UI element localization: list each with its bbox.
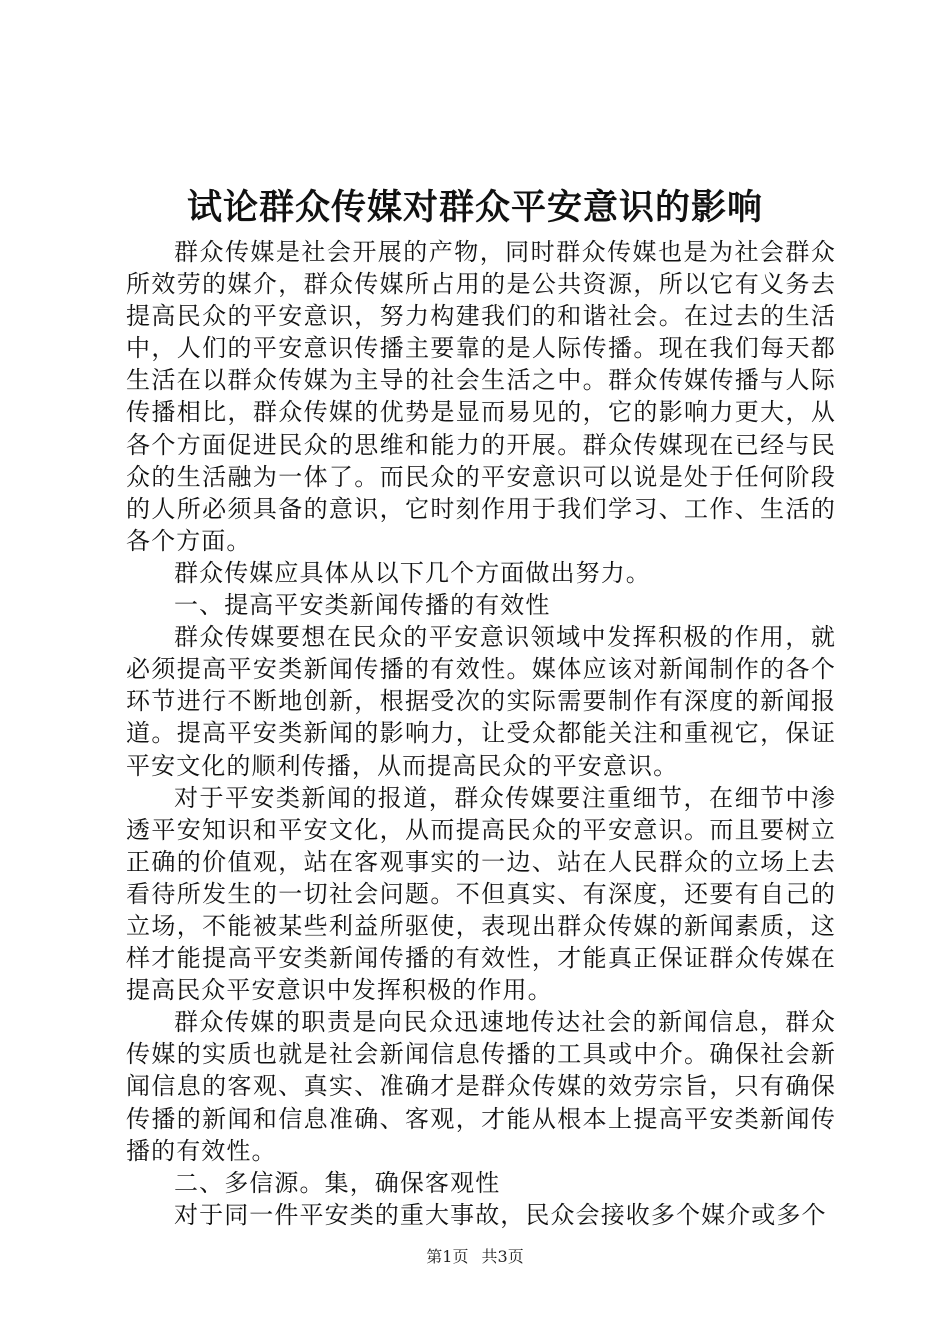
paragraph: 群众传媒要想在民众的平安意识领域中发挥积极的作用，就必须提高平安类新闻传播的有效性。媒体应该对新闻制作的各个环节进行不断地创新，根据受次的实际需要制作有深度的新闻报道。提高平安类新闻的影响力，让受众都能关注和重视它，保证平安文化的顺利传播，从而提高民众的平安意识。 xyxy=(126,623,836,780)
page-footer xyxy=(0,1245,950,1269)
paragraph: 群众传媒的职责是向民众迅速地传达社会的新闻信息，群众传媒的实质也就是社会新闻信息传播的工具或中介。确保社会新闻信息的客观、真实、准确才是群众传媒的效劳宗旨，只有确保传播的新闻和信息准确、客观，才能从根本上提高平安类新闻传播的有效性。 xyxy=(126,1008,836,1165)
section-heading: 一、提高平安类新闻传播的有效性 xyxy=(174,591,551,620)
paragraph: 群众传媒应具体从以下几个方面做出努力。 xyxy=(174,558,651,587)
page-total: 共3页 xyxy=(481,1247,524,1266)
paragraph: 对于同一件平安类的重大事故，民众会接收多个媒介或多个 xyxy=(174,1200,827,1229)
document-body xyxy=(126,236,836,1231)
paragraph: 群众传媒是社会开展的产物，同时群众传媒也是为社会群众所效劳的媒介，群众传媒所占用的是公共资源，所以它有义务去提高民众的平安意识，努力构建我们的和谐社会。在过去的生活中，人们的平安意识传播主要靠的是人际传播。现在我们每天都生活在以群众传媒为主导的社会生活之中。群众传媒传播与人际传播相比，群众传媒的优势是显而易见的，它的影响力更大，从各个方面促进民众的思维和能力的开展。群众传媒现在已经与民众的生活融为一体了。而民众的平安意识可以说是处于任何阶段的人所必须具备的意识，它时刻作用于我们学习、工作、生活的各个方面。 xyxy=(126,238,836,555)
page-number: 第1页 xyxy=(426,1247,469,1266)
paragraph: 对于平安类新闻的报道，群众传媒要注重细节，在细节中渗透平安知识和平安文化，从而提高民众的平安意识。而且要树立正确的价值观，站在客观事实的一边、站在人民群众的立场上去看待所发生的一切社会问题。不但真实、有深度，还要有自己的立场，不能被某些利益所驱使，表现出群众传媒的新闻素质，这样才能提高平安类新闻传播的有效性，才能真正保证群众传媒在提高民众平安意识中发挥积极的作用。 xyxy=(126,783,836,1005)
section-heading: 二、多信源。集，确保客观性 xyxy=(174,1168,501,1197)
document-title: 试论群众传媒对群众平安意识的影响 xyxy=(186,187,763,228)
